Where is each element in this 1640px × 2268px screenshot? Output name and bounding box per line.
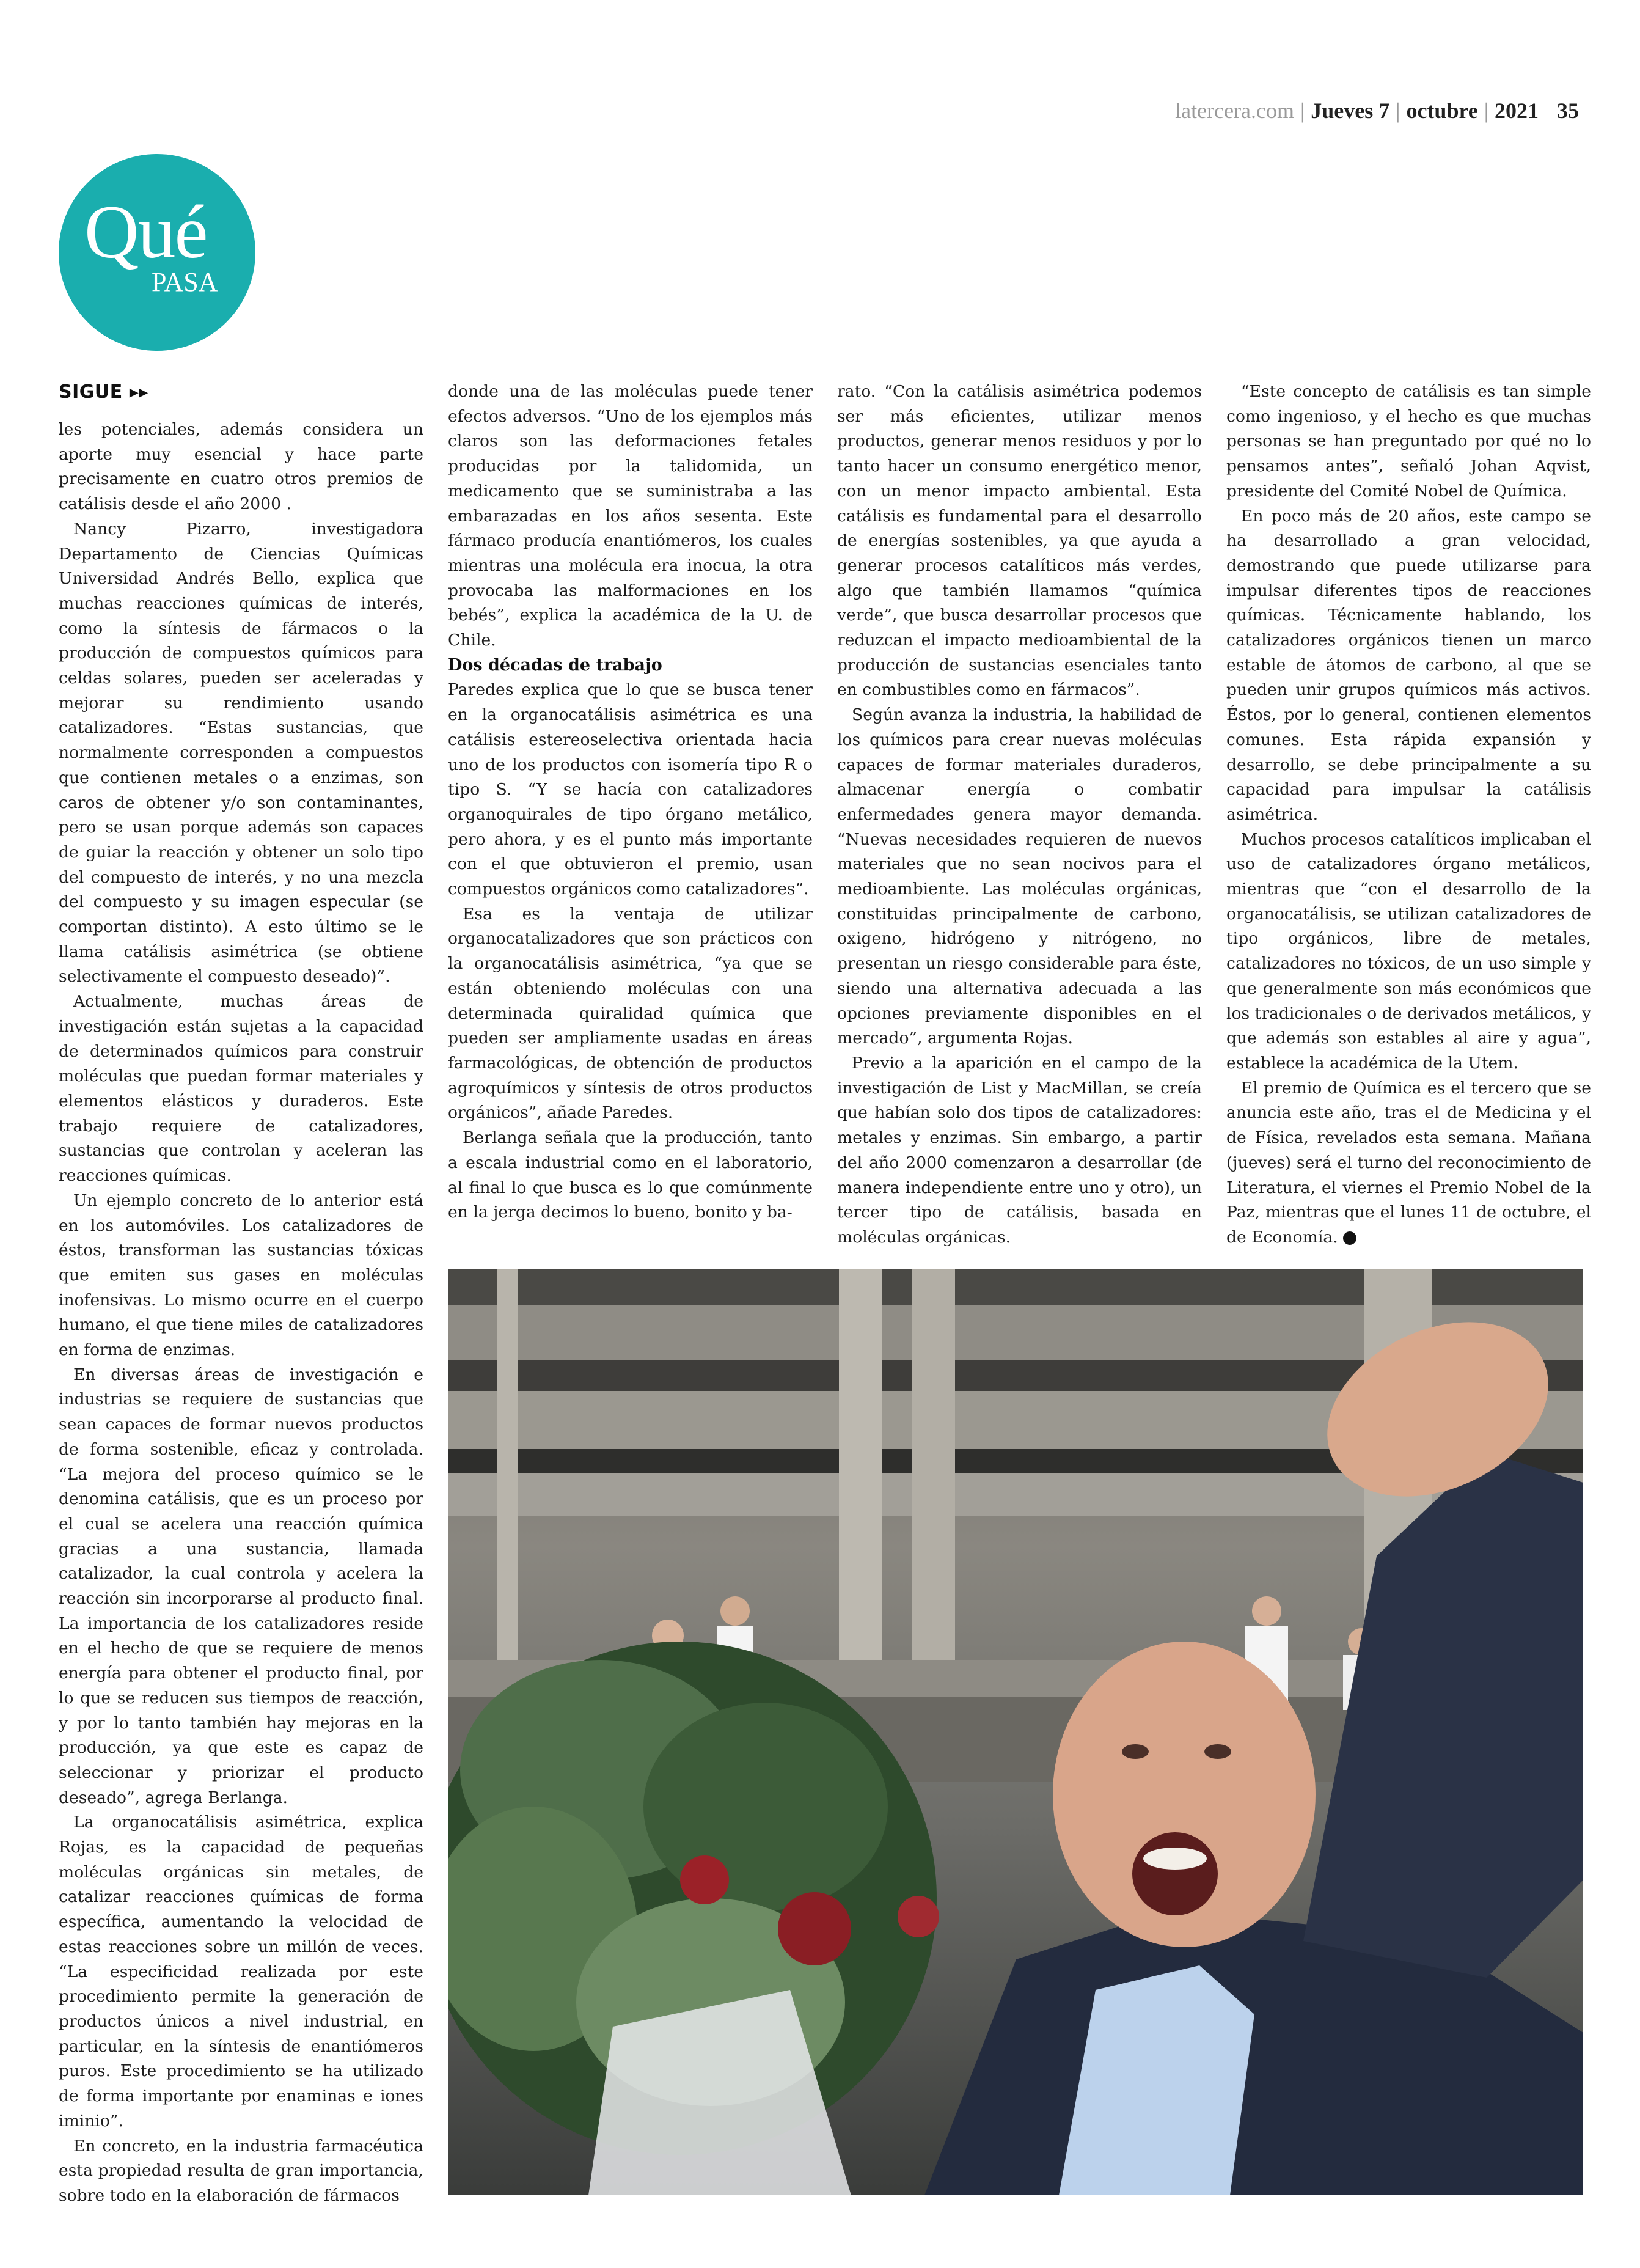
header-month: octubre [1406, 98, 1478, 123]
article-paragraph: Esa es la ventaja de utilizar organocatalizadores que son prácticos con la organocatálisis asimétrica, “ya que se están obteniendo moléculas con una determinada quiralidad química que pueden ser ampliamente usadas en áreas farmacológicas, de obtención de productos agroquímicos y síntesis de otros productos orgánicos”, añade Paredes. [448, 904, 813, 1123]
article-column-1 [59, 417, 423, 2209]
scientist-celebrating-photo [448, 1269, 1583, 2195]
article-paragraph: En poco más de 20 años, este campo se ha desarrollado a gran velocidad, demostrando que puede utilizarse para impulsar diferentes tipos de reacciones químicas. Técnicamente hablando, los catalizadores orgánicos tienen un marco estable de átomos de carbono, al que se pueden unir grupos químicos más activos. Éstos, por lo general, contienen elementos comunes. Esta rápida expansión y desarrollo, se debe principalmente a su capacidad para impulsar la catálisis asimétrica. [1226, 506, 1591, 824]
article-paragraph: les potenciales, además considera un aporte muy esencial y hace parte precisamente en cuatro otros premios de catálisis desde el año 2000 . [59, 420, 423, 514]
article-paragraph: Muchos procesos catalíticos implicaban el uso de catalizadores órgano metálicos, mientras que “con el desarrollo de la organocatálisis, se utilizan catalizadores de tipo orgánicos, libre de metales, catalizadores no tóxicos, de un uso simple y que generalmente son más económicos que los tradicionales o de derivados metálicos, y que además son estables al aire y agua”, establece la académica de la Utem. [1226, 829, 1591, 1073]
article-paragraph: Previo a la aparición en el campo de la investigación de List y MacMillan, se creía que habían solo dos tipos de catalizadores: metales y enzimas. Sin embargo, a partir del año 2000 comenzaron a desarrollar (de manera independiente entre uno y otro), un tercer tipo de catálisis, basada en moléculas orgánicas. [837, 1053, 1202, 1247]
separator: | [1396, 98, 1400, 123]
page-header [1175, 98, 1579, 123]
article-paragraph: Según avanza la industria, la habilidad de los químicos para crear nuevas moléculas capaces de formar materiales duraderos, almacenar energía o combatir enfermedades genera mayor demanda. “Nuevas necesidades requieren de nuevos materiales que no sean nocivos para el medioambiente. Las moléculas orgánicas, constituidas principalmente de carbono, oxigeno, hidrógeno y nitrógeno, no presentan un riesgo considerable para éste, siendo una alternativa adecuada a las opciones previamente disponibles en el mercado”, argumenta Rojas. [837, 705, 1202, 1048]
header-day: Jueves 7 [1311, 98, 1390, 123]
logo-word: Qué [84, 190, 207, 274]
que-pasa-logo [59, 154, 255, 351]
article-column-4 [1226, 380, 1591, 1250]
article-paragraph: Actualmente, muchas áreas de investigación están sujetas a la capacidad de determinados químicos para construir moléculas que puedan formar materiales y elementos elásticos y duraderos. Este trabajo requiere de catalizadores, sustancias que controlan y aceleran las reacciones químicas. [59, 992, 423, 1186]
article-paragraph: En diversas áreas de investigación e industrias se requiere de sustancias que sean capaces de formar nuevos productos de forma sostenible, eficaz y controlada. “La mejora del proceso químico se le denomina catálisis, que es un proceso por el cual se acelera una reacción química gracias a una sustancia, llamada catalizador, la cual controla y acelera la reacción sin incorporarse al producto final. La importancia de los catalizadores reside en el hecho de que se requiere de menos energía para obtener el producto final, por lo que se reducen sus tiempos de reacción, y por lo tanto también hay mejoras en la producción, ya que este es capaz de seleccionar y priorizar el producto deseado”, agrega Berlanga. [59, 1365, 423, 1807]
article-paragraph: Berlanga señala que la producción, tanto a escala industrial como en el laboratorio, al final lo que busca es lo que comúnmente en la jerga decimos lo bueno, bonito y ba- [448, 1128, 813, 1222]
article-column-3 [837, 380, 1202, 1250]
page-number: 35 [1557, 98, 1579, 123]
article-paragraph: donde una de las moléculas puede tener efectos adversos. “Uno de los ejemplos más claros son las deformaciones fetales producidas por la talidomida, un medicamento que se suministraba a las embarazadas en los años sesenta. Este fármaco producía enantiómeros, los cuales mientras una molécula era inocua, la otra provocaba las malformaciones en los bebés”, explica la académica de la U. de Chile. [448, 382, 813, 650]
article-paragraph: En concreto, en la industria farmacéutica esta propiedad resulta de gran importancia, sobre todo en la elaboración de fármacos [59, 2136, 423, 2205]
continued-label: SIGUE ▸▸ [59, 381, 148, 403]
separator: | [1300, 98, 1305, 123]
article-column-2 [448, 380, 813, 1225]
header-year: 2021 [1495, 98, 1539, 123]
photo-icon [448, 1269, 1583, 2195]
article-paragraph: rato. “Con la catálisis asimétrica podemos ser más eficientes, utilizar menos productos, generar menos residuos y por lo tanto hacer un consumo energético menor, con un menor impacto ambiental. Esta catálisis es fundamental para el desarrollo de energías sostenibles, ya que ayuda a generar procesos catalíticos más verdes, algo que también llamamos “química verde”, que busca desarrollar procesos que reduzcan el impacto medioambiental de la producción de sustancias esenciales tanto en combustibles como en fármacos”. [837, 382, 1202, 700]
end-of-article-icon [1343, 1231, 1356, 1245]
logo-sub: PASA [152, 267, 218, 297]
separator: | [1484, 98, 1488, 123]
site-name[interactable]: latercera.com [1175, 98, 1295, 123]
section-heading: Dos décadas de trabajo [448, 655, 662, 675]
article-paragraph: Nancy Pizarro, investigadora Departamento de Ciencias Químicas Universidad Andrés Bello, explica que muchas reacciones químicas de interés, como la síntesis de fármacos o la producción de compuestos químicos para celdas solares, pueden ser aceleradas y mejorar su rendimiento usando catalizadores. “Estas sustancias, que normalmente corresponden a compuestos que contienen metales o a enzimas, son caros de obtener y/o son contaminantes, pero se usan porque además son capaces de guiar la reacción y obtener un solo tipo del compuesto de interés, y no una mezcla del compuesto y su imagen especular (se comportan distinto). A esto último se le llama catálisis asimétrica (se obtiene selectivamente el compuesto deseado)”. [59, 519, 423, 986]
article-paragraph: “Este concepto de catálisis es tan simple como ingenioso, y el hecho es que muchas personas se han preguntado por qué no lo pensamos antes”, señaló Johan Aqvist, presidente del Comité Nobel de Química. [1226, 382, 1591, 501]
article-paragraph: El premio de Química es el tercero que se anuncia este año, tras el de Medicina y el de Física, revelados esta semana. Mañana (jueves) será el turno del reconocimiento de Literatura, el viernes el Premio Nobel de la Paz, mientras que el lunes 11 de octubre, el de Economía. [1226, 1078, 1591, 1247]
article-paragraph: Paredes explica que lo que se busca tener en la organocatálisis asimétrica es una catálisis estereoselectiva orientada hacia uno de los productos con isomería tipo R o tipo S. “Y se hacía con catalizadores organoquirales de tipo órgano metálico, pero ahora, y es el punto más importante con el que obtuvieron el premio, usan compuestos orgánicos como catalizadores”. [448, 680, 813, 899]
article-paragraph: Un ejemplo concreto de lo anterior está en los automóviles. Los catalizadores de éstos, transforman las sustancias tóxicas que emiten sus gases en moléculas inofensivas. Lo mismo ocurre en el cuerpo humano, el que tiene miles de catalizadores en forma de enzimas. [59, 1191, 423, 1360]
article-paragraph: La organocatálisis asimétrica, explica Rojas, es la capacidad de pequeñas moléculas orgánicas sin metales, de catalizar reacciones químicas de forma específica, aumentando la velocidad de estas reacciones sobre un millón de veces. “La especificidad realizada por este procedimiento permite la generación de productos únicos a nivel industrial, en particular, en la síntesis de enantiómeros puros. Este procedimiento se ha utilizado de forma importante por enaminas e iones iminio”. [59, 1813, 423, 2130]
